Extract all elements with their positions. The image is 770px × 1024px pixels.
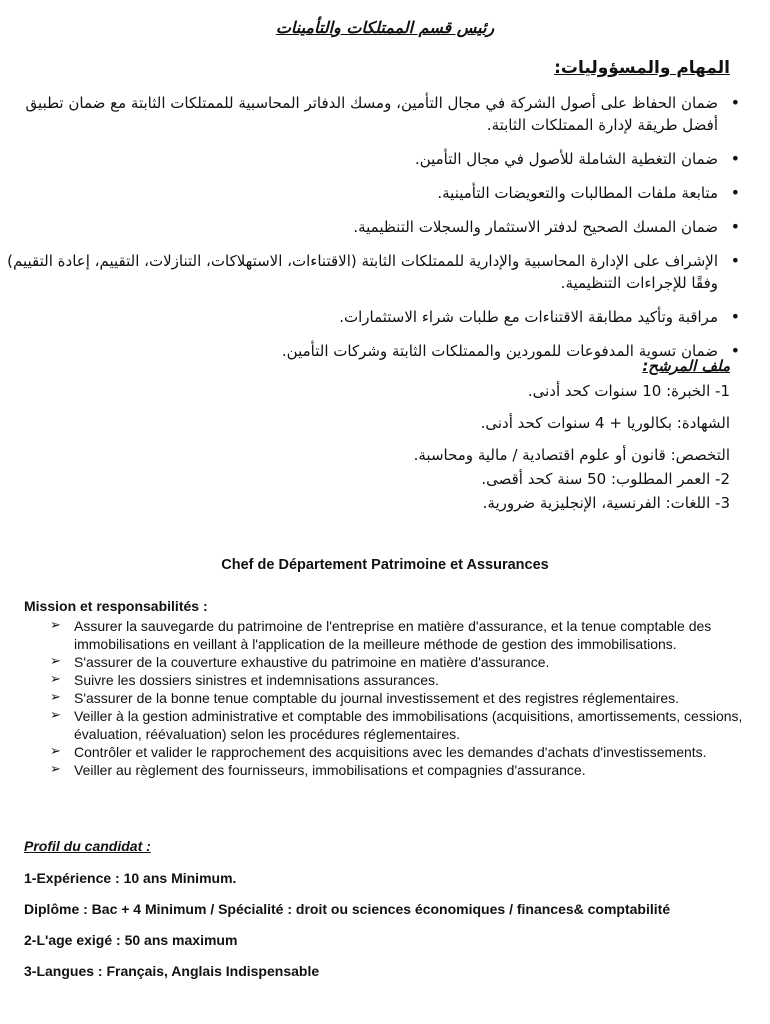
arrow-bullet-icon: ➢ (50, 672, 61, 687)
french-responsibility-item (24, 653, 744, 671)
arabic-title: رئيس قسم الممتلكات والتأمينات (275, 18, 495, 37)
french-responsibilities-list (24, 617, 744, 779)
arrow-bullet-icon: ➢ (50, 744, 61, 759)
french-experience: 1-Expérience : 10 ans Minimum. (24, 870, 237, 886)
arabic-experience: 1- الخبرة: 10 سنوات كحد أدنى. (527, 382, 730, 400)
french-diploma: Diplôme : Bac + 4 Minimum / Spécialité : droit ou sciences économiques / finances& comptabilité (24, 901, 671, 917)
french-responsibility-item (24, 617, 744, 653)
french-responsibility-item (24, 707, 744, 743)
arabic-profile-heading: ملف المرشح: (642, 357, 730, 375)
french-responsibility-text: Veiller à la gestion administrative et comptable des immobilisations (acquisitions, amortissements, cessions, évaluation, réévaluation) selon les procédures réglementaires. (74, 708, 743, 742)
arrow-bullet-icon: ➢ (50, 762, 61, 777)
arabic-specialty: التخصص: قانون أو علوم اقتصادية / مالية ومحاسبة. (413, 446, 730, 464)
french-age: 2-L'age exigé : 50 ans maximum (24, 932, 238, 948)
arrow-bullet-icon: ➢ (50, 690, 61, 705)
arabic-responsibility-item: • متابعة ملفات المطالبات والتعويضات التأمينية. (6, 182, 718, 204)
french-responsibility-text: Suivre les dossiers sinistres et indemnisations assurances. (74, 672, 439, 688)
arabic-age: 2- العمر المطلوب: 50 سنة كحد أقصى. (481, 470, 730, 488)
arabic-responsibility-item: • ضمان الحفاظ على أصول الشركة في مجال التأمين، ومسك الدفاتر المحاسبية للممتلكات الثابتة مع ضمان تطبيق أفضل طريقة لإدارة الممتلكات الثابتة. (6, 92, 718, 136)
french-responsibility-item (24, 761, 744, 779)
arabic-responsibility-item: • مراقبة وتأكيد مطابقة الاقتناءات مع طلبات شراء الاستثمارات. (6, 306, 718, 328)
arrow-bullet-icon: ➢ (50, 708, 61, 723)
arabic-responsibility-item: • ضمان التغطية الشاملة للأصول في مجال التأمين. (6, 148, 718, 170)
french-responsibility-text: Contrôler et valider le rapprochement des acquisitions avec les demandes d'achats d'investissements. (74, 744, 707, 760)
french-title: Chef de Département Patrimoine et Assurances (221, 557, 549, 573)
arabic-responsibility-item: • ضمان المسك الصحيح لدفتر الاستثمار والسجلات التنظيمية. (6, 216, 718, 238)
french-responsibility-text: Veiller au règlement des fournisseurs, immobilisations et compagnies d'assurance. (74, 762, 586, 778)
arabic-diploma: الشهادة: بكالوريا + 4 سنوات كحد أدنى. (480, 414, 730, 432)
french-responsibility-item (24, 689, 744, 707)
arabic-candidate-profile (30, 357, 730, 515)
arabic-languages: 3- اللغات: الفرنسية، الإنجليزية ضرورية. (482, 494, 730, 512)
arabic-responsibilities-heading: المهام والمسؤوليات: (554, 58, 730, 78)
french-languages: 3-Langues : Français, Anglais Indispensable (24, 963, 320, 979)
french-responsibility-item (24, 743, 744, 761)
arrow-bullet-icon: ➢ (50, 618, 61, 633)
arabic-responsibilities-list (6, 92, 742, 374)
arrow-bullet-icon: ➢ (50, 654, 61, 669)
french-responsibility-text: Assurer la sauvegarde du patrimoine de l'entreprise en matière d'assurance, et la tenue comptable des immobilisations en veillant à l'application de la meilleure méthode de gestion des immobilisations. (74, 618, 712, 652)
french-responsibility-text: S'assurer de la couverture exhaustive du patrimoine en matière d'assurance. (74, 654, 550, 670)
arabic-responsibility-item: • ضمان تسوية المدفوعات للموردين والممتلكات الثابتة وشركات التأمين. (6, 340, 718, 362)
french-responsibility-item (24, 671, 744, 689)
french-mission-heading: Mission et responsabilités : (24, 598, 208, 614)
arabic-responsibility-item: • الإشراف على الإدارة المحاسبية والإدارية للممتلكات الثابتة (الاقتناءات، الاستهلاكات، التنازلات، التقييم، إعادة التقييم) وفقًا للإجراءات التنظيمية. (6, 250, 718, 294)
french-responsibility-text: S'assurer de la bonne tenue comptable du journal investissement et des registres réglementaires. (74, 690, 680, 706)
french-profile-heading: Profil du candidat : (24, 838, 151, 854)
